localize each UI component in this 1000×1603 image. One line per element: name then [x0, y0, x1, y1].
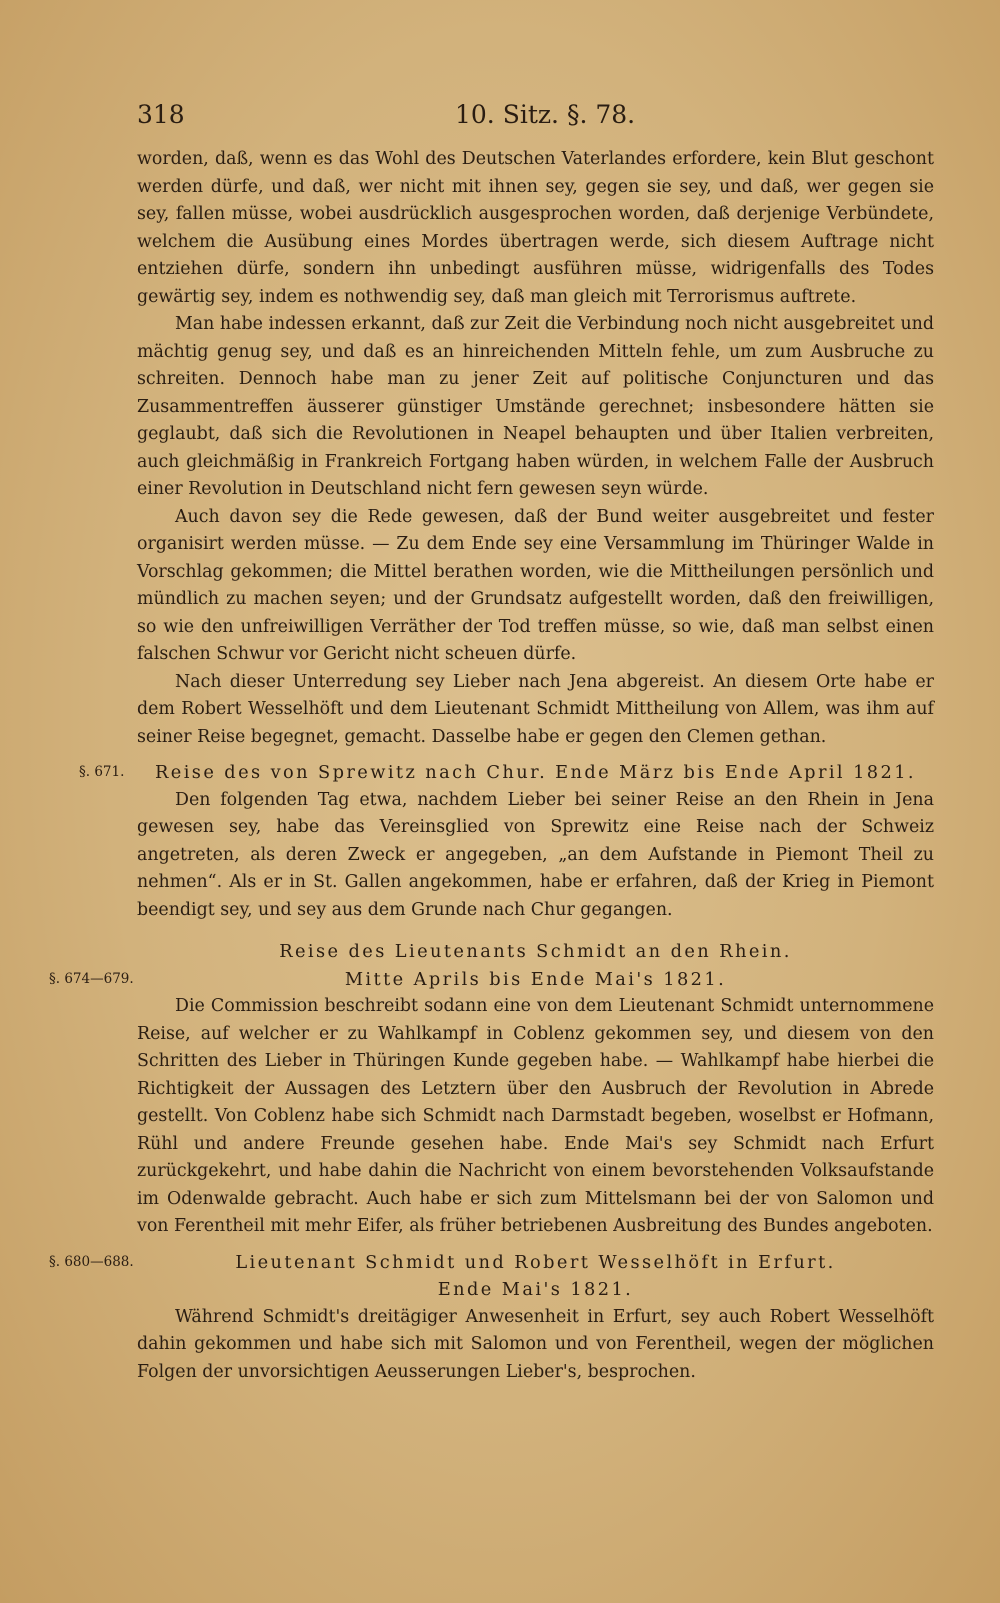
section-674-679: [49, 938, 934, 1241]
paragraph: Nach dieser Unterredung sey Lieber nach Jena abgereist. An diesem Orte habe er dem Robert Wesselhöft und dem Lieutenant Schmidt Mittheilung von Allem, was ihm auf seiner Reise begegnet, gemacht. Dasselbe habe er gegen den Clemen gethan.: [137, 671, 934, 747]
running-head: 10. Sitz. §. 78.: [455, 100, 636, 129]
section-heading-line: Ende Mai's 1821.: [437, 1279, 634, 1300]
section-heading-line: Reise des von Sprewitz nach Chur. Ende März bis Ende April 1821.: [155, 762, 916, 783]
section-heading-line: Lieutenant Schmidt und Robert Wesselhöft in Erfurt.: [235, 1251, 836, 1273]
section-heading-line: Mitte Aprils bis Ende Mai's 1821.: [344, 968, 727, 990]
section-heading: [79, 759, 934, 787]
section-marginal-reference: §. 680—688.: [49, 1253, 134, 1270]
page-body: [49, 146, 934, 1386]
page-number: 318: [137, 100, 185, 129]
section-marginal-reference: §. 674—679.: [49, 970, 134, 987]
section-680-688: [49, 1249, 934, 1387]
section-text: Die Commission beschreibt sodann eine von dem Lieutenant Schmidt unternommene Reise, auf welcher er zu Wahlkampf in Coblenz gekommen sey, und diesem von den Schritten des Lieber in Thüringen Kunde gegeben habe. — Wahlkampf habe hierbei die Richtigkeit der Aussagen des Letztern über den Ausbruch der Revolution in Abrede gestellt. Von Coblenz habe sich Schmidt nach Darmstadt begeben, woselbst er Hofmann, Rühl und andere Freunde gesehen habe. Ende Mai's sey Schmidt nach Erfurt zurückgekehrt, und habe dahin die Nachricht von einem bevorstehenden Volksaufstande im Odenwalde gebracht. Auch habe er sich zum Mittelsmann bei der von Salomon und von Ferentheil mit mehr Eifer, als früher betriebenen Ausbreitung des Bundes angeboten.: [137, 996, 934, 1236]
section-heading: [49, 938, 934, 993]
section-text: Während Schmidt's dreitägiger Anwesenheit in Erfurt, sey auch Robert Wesselhöft dahin gekommen und habe sich mit Salomon und von Ferentheil, wegen der möglichen Folgen der unvorsichtigen Aeusserungen Lieber's, besprochen.: [137, 1306, 934, 1382]
paragraph: Man habe indessen erkannt, daß zur Zeit die Verbindung noch nicht ausgebreitet und mächtig genug sey, und daß es an hinreichenden Mitteln fehle, um zum Ausbruche zu schreiten. Dennoch habe man zu jener Zeit auf politische Conjuncturen und das Zusammentreffen äusserer günstiger Umstände gerechnet; insbesondere hätten sie geglaubt, daß sich die Revolutionen in Neapel behaupten und über Italien verbreiten, auch gleichmäßig in Frankreich Fortgang haben würden, in welchem Falle der Ausbruch einer Revolution in Deutschland nicht fern gewesen seyn würde.: [137, 314, 934, 499]
page-header: [137, 100, 937, 140]
paragraph-continuation: worden, daß, wenn es das Wohl des Deutschen Vaterlandes erfordere, kein Blut geschont werden dürfe, und daß, wer nicht mit ihnen sey, gegen sie sey, und daß, wer gegen sie sey, fallen müsse, wobei ausdrücklich ausgesprochen worden, daß derjenige Verbündete, welchem die Ausübung eines Mordes übertragen werde, sich diesem Auftrage nicht entziehen dürfe, sondern ihn unbedingt ausführen müsse, widrigenfalls des Todes gewärtig sey, indem es nothwendig sey, daß man gleich mit Terrorismus auftrete.: [137, 149, 934, 307]
section-marginal-reference: §. 671.: [79, 764, 125, 780]
section-text: Den folgenden Tag etwa, nachdem Lieber bei seiner Reise an den Rhein in Jena gewesen sey, habe das Vereinsglied von Sprewitz eine Reise nach der Schweiz angetreten, als deren Zweck er angegeben, „an dem Aufstande in Piemont Theil zu nehmen“. Als er in St. Gallen angekommen, habe er erfahren, daß der Krieg in Piemont beendigt sey, und sey aus dem Grunde nach Chur gegangen.: [137, 789, 934, 920]
section-heading-line: Reise des Lieutenants Schmidt an den Rhein.: [279, 941, 792, 962]
section-heading: [49, 1249, 934, 1304]
paragraph: Auch davon sey die Rede gewesen, daß der Bund weiter ausgebreitet und fester organisirt werden müsse. — Zu dem Ende sey eine Versammlung im Thüringer Walde in Vorschlag gekommen; die Mittel berathen worden, wie die Mittheilungen persönlich und mündlich zu machen seyen; und der Grundsatz aufgestellt worden, daß den freiwilligen, so wie den unfreiwilligen Verräther der Tod treffen müsse, so wie, daß man selbst einen falschen Schwur vor Gericht nicht scheuen dürfe.: [137, 506, 934, 664]
section-671: [79, 759, 934, 924]
